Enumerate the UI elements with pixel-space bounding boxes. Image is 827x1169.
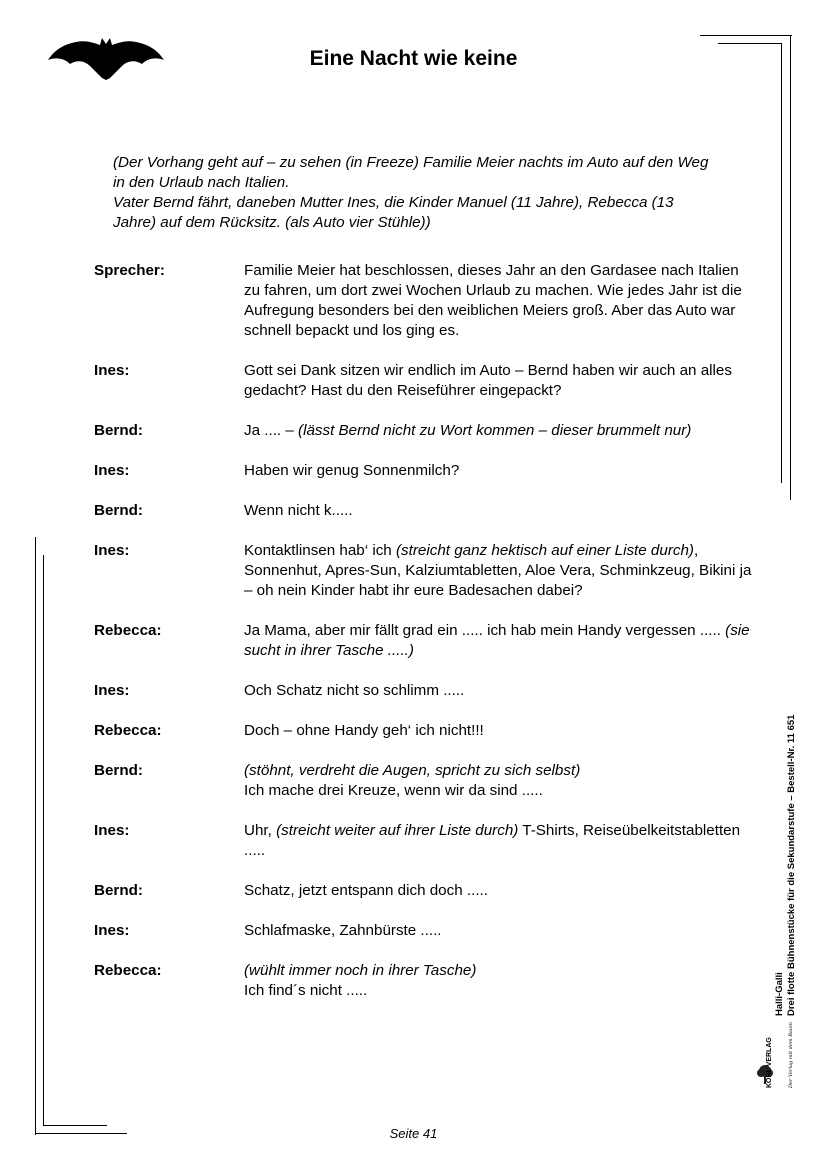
spoken-text: Ich mache drei Kreuze, wenn wir da sind .....	[244, 782, 543, 799]
spoken-text: , Sonnenhut, Apres-Sun, Kalziumtabletten, Aloe Vera, Schminkzeug, Bikini ja – oh nein Kinder habt ihr eure Badesachen dabei?	[244, 542, 752, 599]
speech-paragraph	[244, 541, 754, 601]
dialogue-line	[94, 361, 754, 401]
series-title: Halli-Galli	[774, 972, 785, 1016]
intro-paragraph: Vater Bernd fährt, daneben Mutter Ines, die Kinder Manuel (11 Jahre), Rebecca (13 Jahre) auf dem Rücksitz. (als Auto vier Stühle))	[113, 194, 674, 231]
frame-line	[781, 43, 782, 483]
speech-text	[244, 541, 754, 601]
stage-direction-intro	[113, 153, 713, 233]
dialogue-line	[94, 621, 754, 661]
speech-text	[244, 461, 754, 481]
speaker-name: Bernd:	[94, 422, 143, 439]
speech-text	[244, 421, 754, 441]
stage-direction: (sie sucht in ihrer Tasche .....)	[244, 622, 750, 659]
stage-direction: (streicht ganz hektisch auf einer Liste durch)	[395, 542, 694, 559]
spoken-text: Ja Mama, aber mir fällt grad ein ..... ich hab mein Handy vergessen .....	[244, 622, 726, 639]
speaker-name: Sprecher:	[94, 262, 165, 279]
publisher-tagline: Der Verlag mit dem Baum	[788, 1022, 794, 1088]
speaker-name: Ines:	[94, 362, 130, 379]
spoken-text: Uhr,	[244, 822, 277, 839]
speaker-name: Rebecca:	[94, 622, 162, 639]
spoken-text: Familie Meier hat beschlossen, dieses Jahr an den Gardasee nach Italien zu fahren, um dort zwei Wochen Urlaub zu machen. Wie jedes Jahr ist die Aufregung besonders bei den weiblichen Meiers groß. Aber das Auto war schnell bepackt und los ging es.	[244, 262, 742, 339]
speaker-name: Ines:	[94, 682, 130, 699]
dialogue-line	[94, 761, 754, 801]
speaker-name: Ines:	[94, 822, 130, 839]
speech-text	[244, 821, 754, 861]
speech-text	[244, 761, 754, 801]
spoken-text: Doch – ohne Handy geh‘ ich nicht!!!	[244, 722, 484, 739]
spoken-text: Ich find´s nicht .....	[244, 982, 368, 999]
spoken-text: Haben wir genug Sonnenmilch?	[244, 462, 460, 479]
spoken-text: Kontaktlinsen hab‘ ich	[244, 542, 396, 559]
frame-line	[43, 555, 44, 1125]
speaker-name: Rebecca:	[94, 962, 162, 979]
speaker-name: Bernd:	[94, 882, 143, 899]
speaker-name: Ines:	[94, 922, 130, 939]
book-subtitle: Drei flotte Bühnenstücke für die Sekundarstufe – Bestell-Nr. 11 651	[786, 714, 797, 1016]
stage-direction: (stöhnt, verdreht die Augen, spricht zu sich selbst)	[244, 762, 581, 779]
intro-paragraph: (Der Vorhang geht auf – zu sehen (in Freeze) Familie Meier nachts im Auto auf den Weg in den Urlaub nach Italien.	[113, 154, 709, 191]
speech-text	[244, 961, 754, 1001]
speech-paragraph	[244, 881, 754, 901]
dialogue-line	[94, 681, 754, 701]
page-number: Seite 41	[389, 1126, 438, 1141]
spoken-text: Gott sei Dank sitzen wir endlich im Auto – Bernd haben wir auch an alles gedacht? Hast du den Reiseführer eingepackt?	[244, 362, 732, 399]
speech-paragraph	[244, 961, 754, 981]
stage-direction: (streicht weiter auf ihrer Liste durch)	[276, 822, 519, 839]
speech-text	[244, 921, 754, 941]
speaker-name: Bernd:	[94, 502, 143, 519]
dialogue-line	[94, 721, 754, 741]
publisher-logo-text: KOHL VERLAG	[766, 1037, 773, 1088]
spoken-text: Schatz, jetzt entspann dich doch .....	[244, 882, 488, 899]
spoken-text: Schlafmaske, Zahnbürste .....	[244, 922, 442, 939]
speech-paragraph	[244, 681, 754, 701]
speech-paragraph	[244, 621, 754, 661]
speech-paragraph	[244, 721, 754, 741]
side-publication-info	[774, 686, 797, 1016]
spoken-text: Ja .... –	[244, 422, 299, 439]
speech-paragraph	[244, 501, 754, 521]
dialogue-line	[94, 461, 754, 481]
dialogue-line	[94, 501, 754, 521]
speaker-name: Ines:	[94, 462, 130, 479]
speaker-name: Bernd:	[94, 762, 143, 779]
speech-text	[244, 361, 754, 401]
speech-paragraph	[244, 421, 754, 441]
speech-text	[244, 501, 754, 521]
speech-paragraph	[244, 761, 754, 781]
dialogue-line	[94, 421, 754, 441]
dialogue-line	[94, 261, 754, 341]
dialogue-line	[94, 821, 754, 861]
dialogue-line	[94, 541, 754, 601]
spoken-text: Och Schatz nicht so schlimm .....	[244, 682, 465, 699]
speech-text	[244, 261, 754, 341]
frame-line	[35, 537, 36, 1135]
speech-text	[244, 681, 754, 701]
dialogue-line	[94, 881, 754, 901]
speaker-name: Rebecca:	[94, 722, 162, 739]
dialogue-line	[94, 961, 754, 1001]
frame-line	[790, 35, 791, 500]
speech-paragraph	[244, 261, 754, 341]
stage-direction: (wühlt immer noch in ihrer Tasche)	[244, 962, 477, 979]
stage-direction: (lässt Bernd nicht zu Wort kommen – dieser brummelt nur)	[298, 422, 692, 439]
speaker-name: Ines:	[94, 542, 130, 559]
spoken-text: Wenn nicht k.....	[244, 502, 353, 519]
frame-line	[718, 43, 782, 44]
script-dialogue	[94, 261, 754, 1021]
frame-line	[700, 35, 792, 36]
speech-paragraph	[244, 461, 754, 481]
dialogue-line	[94, 921, 754, 941]
speech-paragraph	[244, 921, 754, 941]
speech-text	[244, 721, 754, 741]
spoken-text: T-Shirts, Reiseübelkeitstabletten .....	[244, 822, 741, 859]
speech-text	[244, 881, 754, 901]
speech-paragraph	[244, 821, 754, 861]
speech-paragraph	[244, 361, 754, 401]
speech-text	[244, 621, 754, 661]
page-title: Eine Nacht wie keine	[309, 47, 518, 70]
